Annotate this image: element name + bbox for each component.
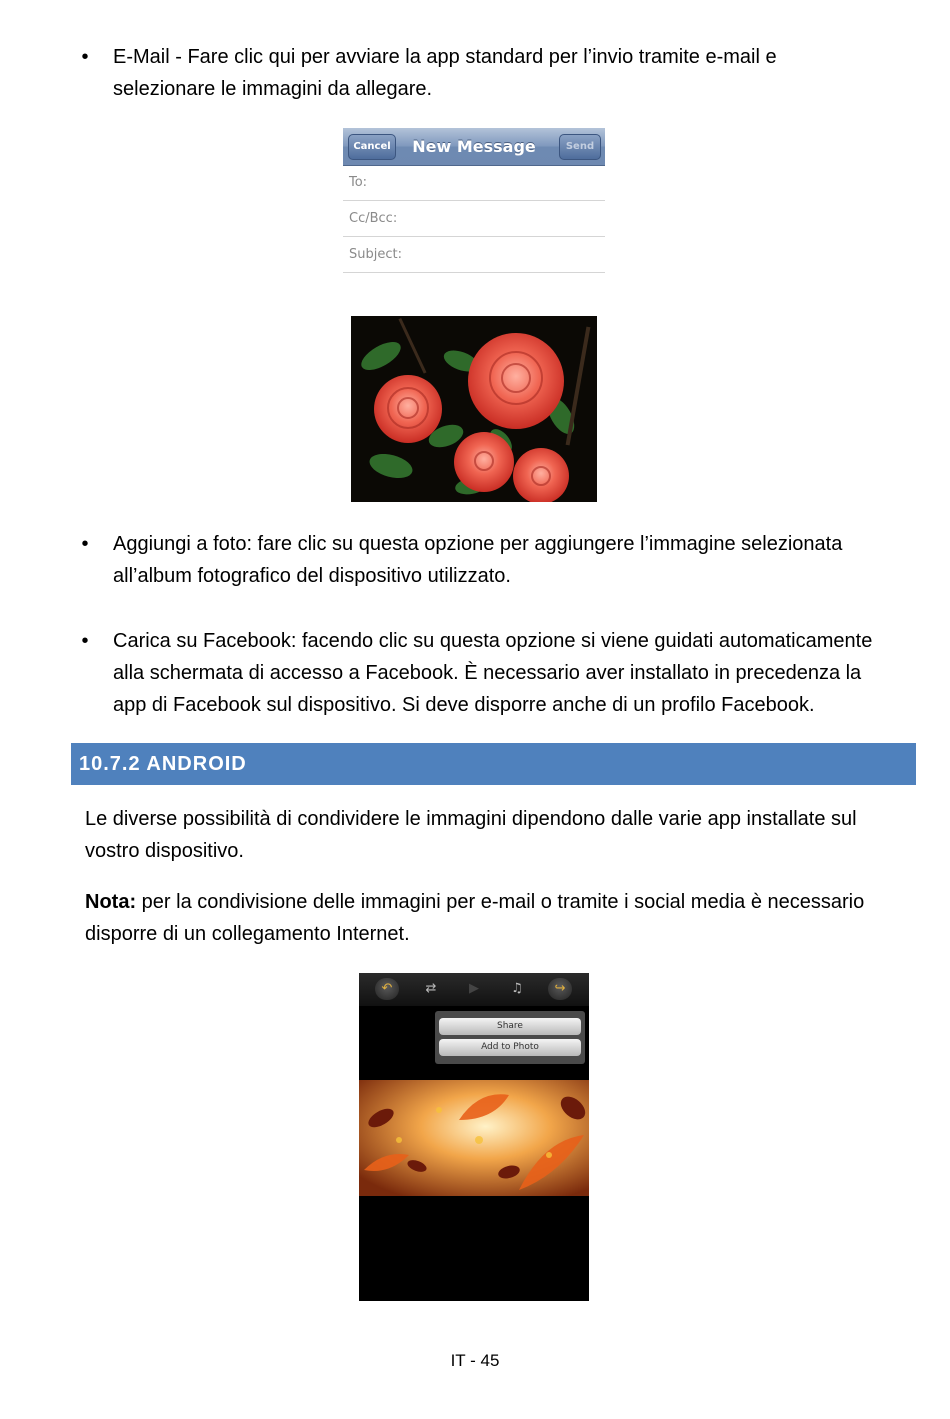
bullet-dot: • xyxy=(81,630,89,652)
undo-icon[interactable]: ↶ xyxy=(375,978,399,1000)
bullet-add-photo-line-2: all’album fotografico del dispositivo utilizzato. xyxy=(113,565,511,587)
music-icon[interactable]: ♫ xyxy=(511,981,523,996)
bullet-facebook-line-3: app di Facebook sul dispositivo. Si deve disporre anche di un profilo Facebook. xyxy=(113,694,815,716)
ios-new-message-screenshot xyxy=(343,128,605,274)
note-line-1 xyxy=(85,886,864,918)
share-popup-menu xyxy=(435,1011,585,1064)
share-button[interactable]: Share xyxy=(439,1018,581,1035)
bullet-facebook-line-1: Carica su Facebook: facendo clic su questa opzione si viene guidati automaticamente xyxy=(113,630,873,652)
note-text: per la condivisione delle immagini per e-mail o tramite i social media è necessario xyxy=(136,891,865,913)
paragraph-line-2: vostro dispositivo. xyxy=(85,840,244,862)
note-line-2: disporre di un collegamento Internet. xyxy=(85,923,410,945)
cc-bcc-field[interactable]: Cc/Bcc: xyxy=(343,201,605,237)
bullet-dot: • xyxy=(81,46,89,68)
note-label: Nota: xyxy=(85,891,137,913)
android-toolbar xyxy=(359,973,589,1006)
roses-photo xyxy=(351,316,597,502)
bullet-dot: • xyxy=(81,533,89,555)
cancel-button[interactable]: Cancel xyxy=(348,134,396,160)
bullet-facebook-line-2: alla schermata di accesso a Facebook. È necessario aver installato in precedenza la xyxy=(113,662,862,684)
ios-navigation-bar xyxy=(343,128,605,166)
subject-field[interactable]: Subject: xyxy=(343,237,605,273)
autumn-leaves-image xyxy=(359,1080,589,1196)
to-field[interactable]: To: xyxy=(343,165,605,201)
section-header xyxy=(71,743,916,785)
bullet-add-photo-line-1: Aggiungi a foto: fare clic su questa opzione per aggiungere l’immagine selezionata xyxy=(113,533,843,555)
android-share-screenshot xyxy=(359,973,589,1301)
add-to-photo-button[interactable]: Add to Photo xyxy=(439,1039,581,1056)
bullet-email-line-2: selezionare le immagini da allegare. xyxy=(113,78,433,100)
share-icon[interactable]: ↪ xyxy=(548,978,572,1000)
section-title: 10.7.2 ANDROID xyxy=(79,753,247,775)
paragraph-line-1: Le diverse possibilità di condividere le immagini dipendono dalle varie app installate sul xyxy=(85,808,857,830)
new-message-title: New Message xyxy=(412,137,536,156)
bullet-email-line-1: E-Mail - Fare clic qui per avviare la app standard per l’invio tramite e-mail e xyxy=(113,46,777,68)
play-icon[interactable]: ▶ xyxy=(469,981,479,996)
send-button[interactable]: Send xyxy=(559,134,601,160)
page-number: IT - 45 xyxy=(450,1351,500,1370)
repeat-icon[interactable]: ⇄ xyxy=(425,981,437,996)
